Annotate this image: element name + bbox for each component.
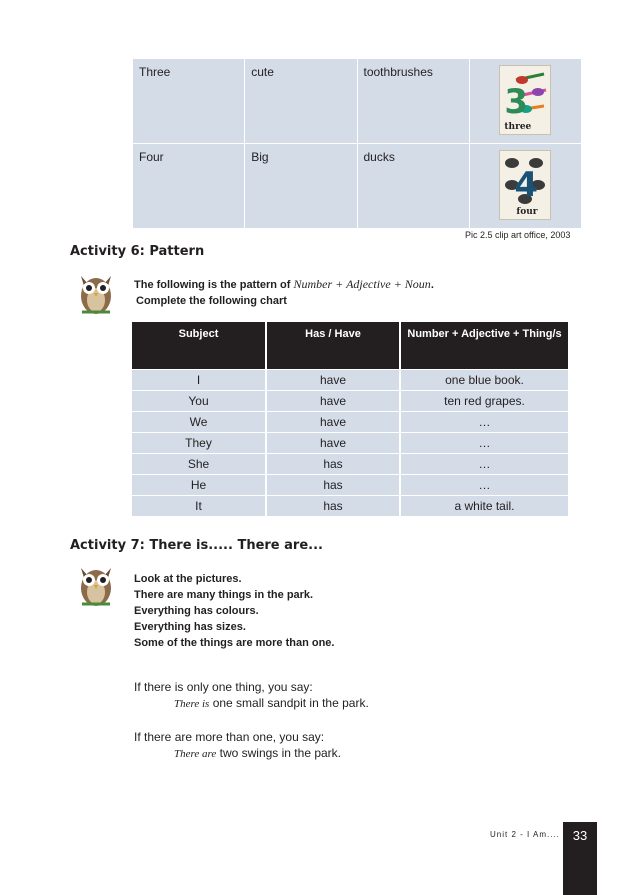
subject-cell: She [132, 454, 266, 475]
phrase-cell: ten red grapes. [400, 391, 568, 412]
picture-number: 3 [504, 82, 529, 122]
picture-number: 4 [514, 165, 539, 205]
subject-cell: He [132, 475, 266, 496]
instruction-line: Everything has colours. [134, 605, 259, 617]
table-row [133, 144, 582, 229]
example-rest: two swings in the park. [219, 746, 341, 760]
table-row [132, 433, 568, 454]
instruction-bold: The following is the pattern of [134, 279, 291, 291]
toothbrush-clipart-icon [499, 65, 551, 135]
subject-cell: We [132, 412, 266, 433]
instruction-line: Some of the things are more than one. [134, 637, 335, 649]
picture-word: three [504, 122, 532, 132]
subject-cell: You [132, 391, 266, 412]
page-number: 33 [563, 822, 597, 895]
instruction-line: There are many things in the park. [134, 589, 314, 601]
table-row [132, 454, 568, 475]
there-is-phrase: There is [174, 698, 210, 710]
owl-icon [76, 268, 116, 316]
phrase-cell: … [400, 412, 568, 433]
phrase-cell: a white tail. [400, 496, 568, 517]
one-thing-example [174, 696, 369, 710]
more-things-example [174, 746, 341, 760]
number-cell: Three [133, 59, 245, 144]
column-header: Has / Have [266, 322, 400, 370]
activity6-instructions [134, 276, 434, 309]
verb-cell: have [266, 391, 400, 412]
table-row [132, 475, 568, 496]
table-row [132, 391, 568, 412]
there-are-phrase: There are [174, 748, 217, 760]
unit-label: Unit 2 - I Am.... [490, 830, 560, 839]
instruction-line: Everything has sizes. [134, 621, 246, 633]
picture-cell [469, 144, 581, 229]
table-row [132, 496, 568, 517]
adjective-cell: cute [245, 59, 357, 144]
verb-cell: has [266, 496, 400, 517]
example-table [132, 58, 582, 229]
number-cell: Four [133, 144, 245, 229]
subject-cell: I [132, 370, 266, 391]
verb-cell: has [266, 475, 400, 496]
column-header: Number + Adjective + Thing/s [400, 322, 568, 370]
verb-cell: have [266, 433, 400, 454]
table-row [132, 370, 568, 391]
table-header-row [132, 322, 568, 370]
one-thing-intro: If there is only one thing, you say: [134, 680, 313, 694]
instruction-line: Look at the pictures. [134, 573, 242, 585]
noun-cell: ducks [357, 144, 469, 229]
phrase-cell: one blue book. [400, 370, 568, 391]
instruction-line [134, 276, 434, 293]
noun-cell: toothbrushes [357, 59, 469, 144]
phrase-cell: … [400, 433, 568, 454]
example-rest: one small sandpit in the park. [212, 696, 369, 710]
table-row [132, 412, 568, 433]
picture-cell [469, 59, 581, 144]
column-header: Subject [132, 322, 266, 370]
owl-icon [76, 560, 116, 608]
table-row [133, 59, 582, 144]
picture-word: four [516, 207, 538, 217]
pattern-formula: Number + Adjective + Noun [293, 277, 431, 291]
subject-cell: It [132, 496, 266, 517]
activity7-title: Activity 7: There is..... There are... [70, 538, 323, 553]
subject-cell: They [132, 433, 266, 454]
instruction-period: . [430, 279, 434, 291]
picture-caption: Pic 2.5 clip art office, 2003 [465, 230, 571, 240]
more-things-intro: If there are more than one, you say: [134, 730, 325, 744]
verb-cell: have [266, 412, 400, 433]
phrase-cell: … [400, 454, 568, 475]
pattern-table [132, 322, 568, 516]
adjective-cell: Big [245, 144, 357, 229]
phrase-cell: … [400, 475, 568, 496]
verb-cell: has [266, 454, 400, 475]
instruction-line: Complete the following chart [136, 295, 287, 307]
ducks-clipart-icon [499, 150, 551, 220]
activity6-title: Activity 6: Pattern [70, 244, 205, 259]
activity7-instructions [134, 571, 334, 651]
verb-cell: have [266, 370, 400, 391]
